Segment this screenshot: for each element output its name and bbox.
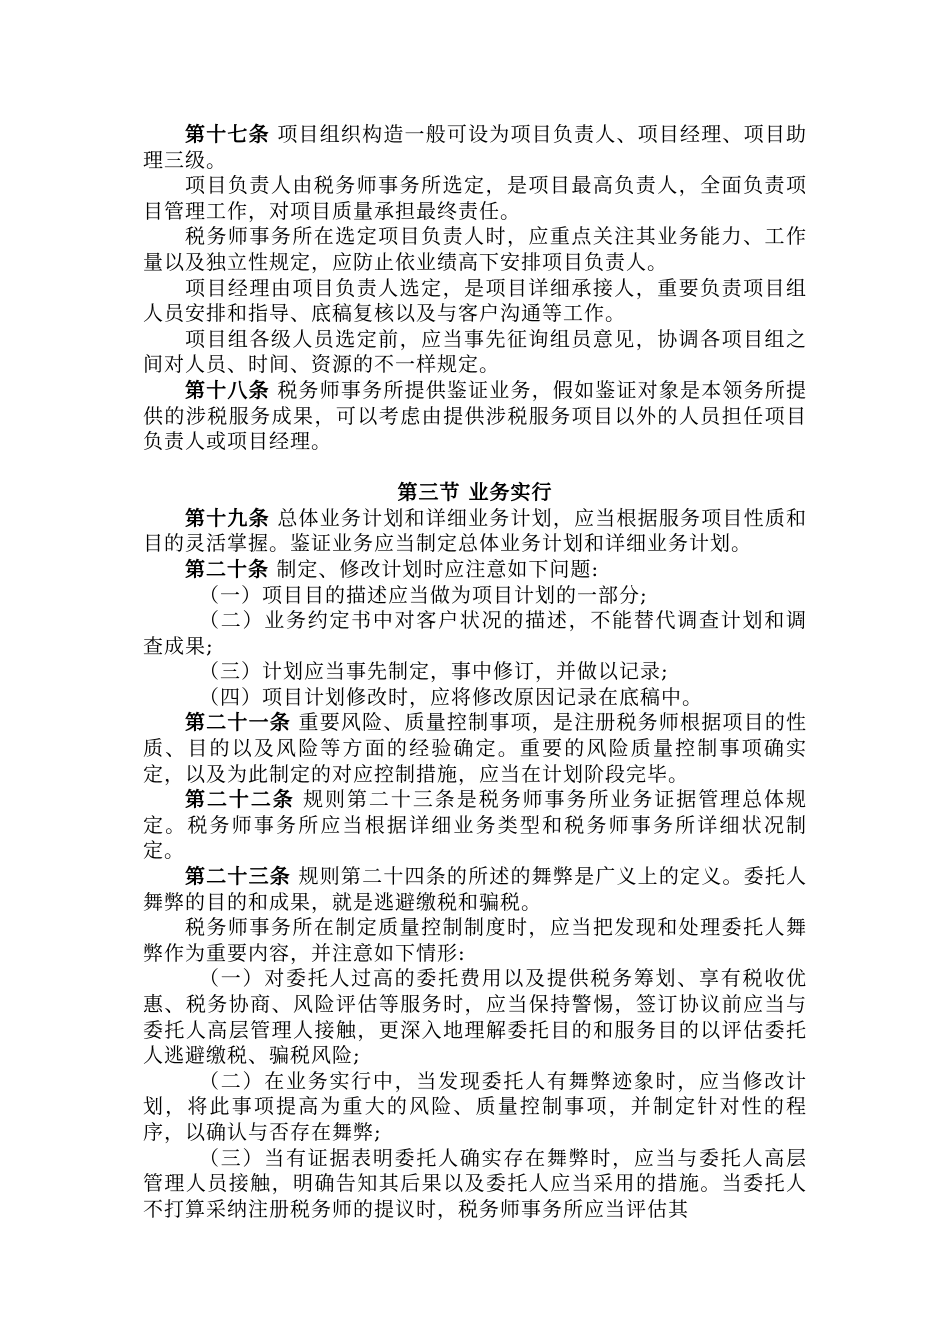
article-20-item-3: （三）计划应当事先制定，事中修订，并做以记录; [199,659,669,684]
article-20-title: 第二十条 [185,556,269,581]
article-20-item-4: （四）项目计划修改时，应将修改原因记录在底稿中。 [199,684,703,709]
article-17-text: 项目组织构造一般可设为项目负责人、项目经理、项目助理三级。 [143,122,808,172]
article-18 [143,378,807,455]
article-23-text: 规则第二十四条的所述的舞弊是广义上的定义。委托人舞弊的目的和成果，就是逃避缴税和骗税。 [143,864,808,914]
article-19 [143,506,807,557]
article-21-title: 第二十一条 [185,710,291,735]
article-20-item-2: （二）业务约定书中对客户状况的描述，不能替代调查计划和调查成果; [143,608,807,658]
article-23-item-1: （一）对委托人过高的委托费用以及提供税务筹划、享有税收优惠、税务协商、风险评估等服务时，应当保持警惕，签订协议前应当与委托人高层管理人接触，更深入地理解委托目的和服务目的以评估委托人逃避缴税、骗税风险; [143,966,807,1068]
article-20-item-1: （一）项目目的描述应当做为项目计划的一部分; [199,582,648,607]
article-19-text: 总体业务计划和详细业务计划，应当根据服务项目性质和目的灵活掌握。鉴证业务应当制定总体业务计划和详细业务计划。 [143,505,808,556]
article-23 [143,864,807,915]
section-3-heading: 第三节 业务实行 [397,479,553,504]
article-19-title: 第十九条 [185,505,270,530]
article-21 [143,710,807,787]
article-17 [143,122,807,173]
paragraph-team-members: 项目组各级人员选定前，应当事先征询组员意见，协调各项目组之间对人员、时间、资源的不一样规定。 [143,326,807,377]
article-22-title: 第二十二条 [185,787,295,812]
article-22-text: 规则第二十三条是税务师事务所业务证据管理总体规定。税务师事务所应当根据详细业务类型和税务师事务所详细状况制定。 [143,787,808,863]
article-18-title: 第十八条 [185,377,270,402]
article-23-item-3: （三）当有证据表明委托人确实存在舞弊时，应当与委托人高层管理人员接触，明确告知其后果以及委托人应当采用的措施。当委托人不打算采纳注册税务师的提议时，税务师事务所应当评估其 [143,1145,807,1221]
paragraph-project-manager: 项目经理由项目负责人选定，是项目详细承接人，重要负责项目组人员安排和指导、底稿复核以及与客户沟通等工作。 [143,275,807,326]
article-22 [143,787,807,864]
paragraph-project-leader: 项目负责人由税务师事务所选定，是项目最高负责人，全面负责项目管理工作，对项目质量承担最终责任。 [143,173,807,223]
article-20-text: 制定、修改计划时应注意如下问题: [276,556,600,581]
document-page [143,122,807,1222]
article-20 [143,557,807,583]
article-17-title: 第十七条 [185,122,270,146]
article-18-text: 税务师事务所提供鉴证业务，假如鉴证对象是本领务所提供的涉税服务成果，可以考虑由提供涉税服务项目以外的人员担任项目负责人或项目经理。 [143,377,808,454]
article-21-text: 重要风险、质量控制事项，是注册税务师根据项目的性质、目的以及风险等方面的经验确定。重要的风险质量控制事项确实定，以及为此制定的对应控制措施，应当在计划阶段完毕。 [143,710,808,786]
paragraph-fraud: 税务师事务所在制定质量控制制度时，应当把发现和处理委托人舞弊作为重要内容，并注意如下情形: [143,915,807,965]
paragraph-selection: 税务师事务所在选定项目负责人时，应重点关注其业务能力、工作量以及独立性规定，应防止依业绩高下安排项目负责人。 [143,224,807,274]
article-23-title: 第二十三条 [185,864,291,889]
article-23-item-2: （二）在业务实行中，当发现委托人有舞弊迹象时，应当修改计划，将此事项提高为重大的风险、质量控制事项，并制定针对性的程序，以确认与否存在舞弊; [143,1068,807,1144]
